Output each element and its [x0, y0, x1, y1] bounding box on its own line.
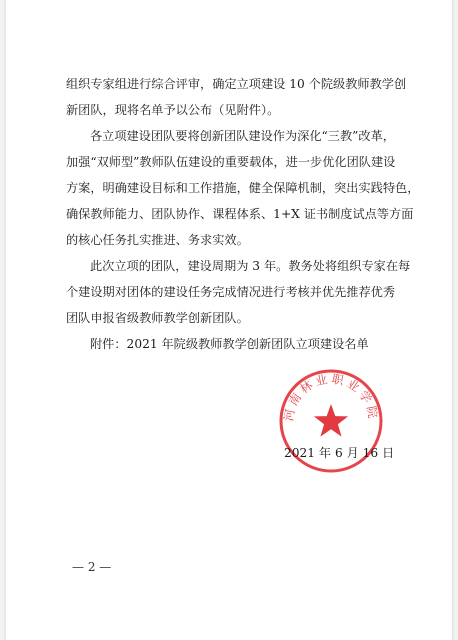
document-page	[6, 0, 452, 640]
paragraph-3-line-1: 此次立项的团队，建设周期为 3 年。教务处将组织专家在每	[90, 259, 411, 273]
document-date: 2021 年 6 月 16 日	[284, 446, 395, 460]
paragraph-3-line-3: 团队申报省级教师教学创新团队。	[66, 311, 249, 325]
paragraph-2-line-2: 加强“双师型”教师队伍建设的重要载体，进一步优化团队建设	[66, 155, 396, 169]
paragraph-2	[66, 123, 420, 253]
paragraph-1-line-2: 新团队，现将名单予以公布（见附件）。	[66, 103, 280, 117]
paragraph-2-line-5: 的核心任务扎实推进、务求实效。	[66, 233, 249, 247]
paragraph-2-line-4: 确保教师能力、团队协作、课程体系、1+X 证书制度试点等方面	[66, 207, 414, 221]
paragraph-3-line-2: 个建设期对团体的建设任务完成情况进行考核并优先推荐优秀	[66, 285, 396, 299]
attachment-line: 附件：2021 年院级教师教学创新团队立项建设名单	[90, 337, 369, 351]
seal-text: 河南林业职业学院	[281, 371, 381, 423]
paragraph-1	[66, 71, 407, 123]
paragraph-2-line-3: 方案，明确建设目标和工作措施，健全保障机制，突出实践特色，	[66, 181, 420, 195]
page-number: — 2 —	[72, 560, 112, 574]
seal-star-icon	[314, 404, 348, 437]
paragraph-1-line-1: 组织专家组进行综合评审，确定立项建设 10 个院级教师教学创	[66, 77, 407, 91]
paragraph-2-line-1: 各立项建设团队要将创新团队建设作为深化“三教”改革，	[90, 129, 395, 143]
paragraph-3	[66, 253, 411, 331]
